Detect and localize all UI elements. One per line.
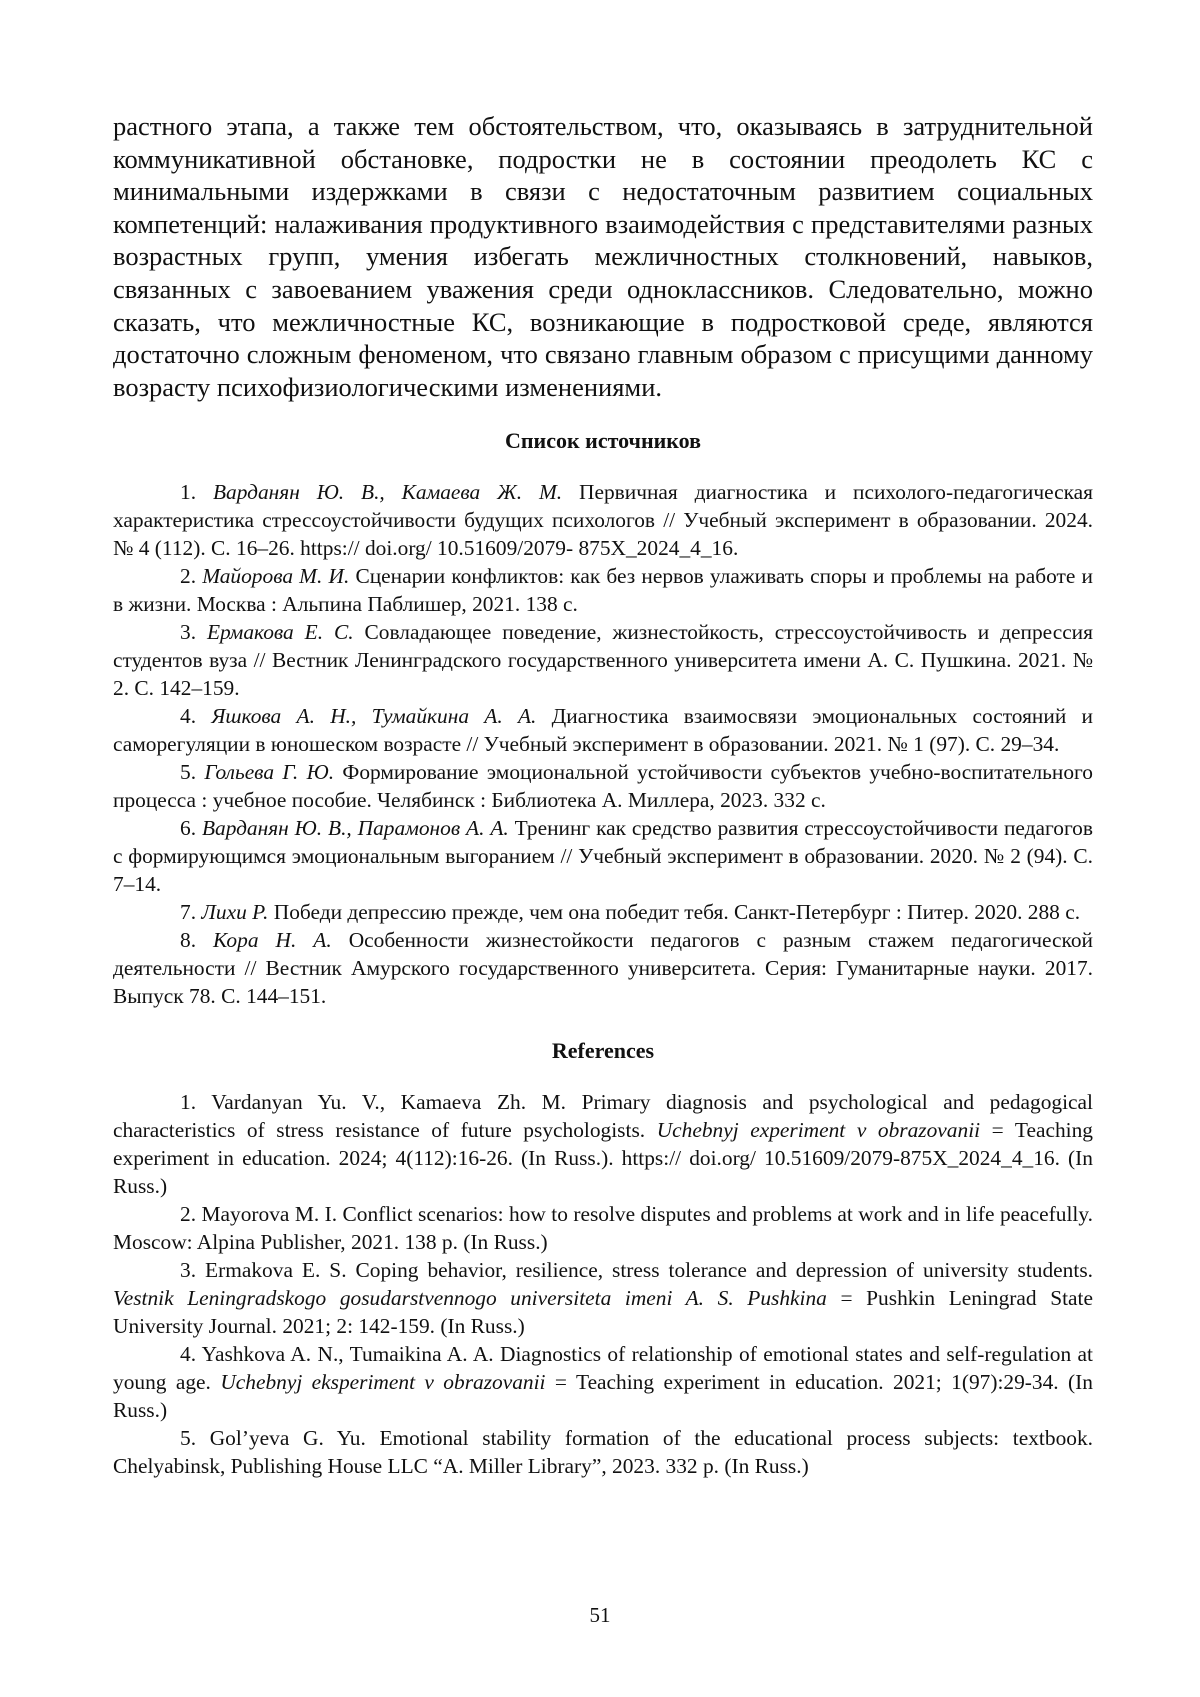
continued-paragraph: растного этапа, а также тем обстоятельством, что, оказываясь в затруднительной коммуникативной обстановке, подростки не в состоянии преодолеть КС с минимальными издержками в связи с недостаточным развитием социальных компетенций: налаживания продуктивного взаимодействия с представителями разных возрастных групп, умения избегать межличностных столкновений, навыков, связанных с завоеванием уважения среди одноклассников. Следовательно, можно сказать, что межличностные КС, возникающие в подростковой среде, являются достаточно сложным феноменом, что связано главным образом с присущими данному возрасту психофизиологическими изменениями. [113, 111, 1093, 402]
page-number: 51 [589, 1603, 611, 1627]
source-item: 8. Кора Н. А. Особенности жизнестойкости педагогов с разным стажем педагогической деятельности // Вестник Амурского государственного университета. Серия: Гуманитарные науки. 2017. Выпуск 78. С. 144–151. [113, 928, 1094, 1009]
reference-item: 4. Yashkova A. N., Tumaikina A. A. Diagnostics of relationship of emotional states and self-regulation at young age. Uchebnyj eksperiment v obrazovanii = Teaching experiment in education. 2021; 1(97):29-34. (In Russ.) [113, 1342, 1093, 1423]
reference-item: 3. Ermakova E. S. Coping behavior, resilience, stress tolerance and depression of university students. Vestnik Leningradskogo gosudarstvennogo universiteta imeni A. S. Pushkina = Pushkin Leningrad State University Journal. 2021; 2: 142-159. (In Russ.) [113, 1258, 1093, 1339]
reference-item: 5. Gol’yeva G. Yu. Emotional stability formation of the educational process subjects: textbook. Chelyabinsk, Publishing House LLC “A. Miller Library”, 2023. 332 p. (In Russ.) [113, 1426, 1094, 1479]
source-item: 7. Лихи Р. Победи депрессию прежде, чем она победит тебя. Санкт-Петербург : Питер. 2020. 288 с. [180, 900, 1081, 925]
references-heading: References [551, 1038, 655, 1064]
source-item: 1. Варданян Ю. В., Камаева Ж. М. Первичная диагностика и психолого-педагогическая характеристика стрессоустойчивости будущих психологов // Учебный эксперимент в образовании. 2024. № 4 (112). С. 16–26. https:// doi.org/ 10.51609/2079- 875X_2024_4_16. [113, 480, 1094, 561]
source-item: 3. Ермакова Е. С. Совладающее поведение, жизнестойкость, стрессоустойчивость и депрессия студентов вуза // Вестник Ленинградского государственного университета имени А. С. Пушкина. 2021. № 2. С. 142–159. [113, 620, 1093, 701]
sources-list [113, 478, 1093, 1010]
references-list [113, 1088, 1093, 1480]
page-content [113, 110, 1093, 1480]
reference-item: 2. Mayorova M. I. Conflict scenarios: how to resolve disputes and problems at work and in life peacefully. Moscow: Alpina Publisher, 2021. 138 p. (In Russ.) [113, 1202, 1093, 1255]
source-item: 5. Гольева Г. Ю. Формирование эмоциональной устойчивости субъектов учебно-воспитательного процесса : учебное пособие. Челябинск : Библиотека А. Миллера, 2023. 332 с. [113, 760, 1093, 813]
sources-heading: Список источников [504, 428, 702, 454]
source-item: 6. Варданян Ю. В., Парамонов А. А. Тренинг как средство развития стрессоустойчивости педагогов с формирующимся эмоциональным выгоранием // Учебный эксперимент в образовании. 2020. № 2 (94). С. 7–14. [113, 816, 1093, 897]
source-item: 2. Майорова М. И. Сценарии конфликтов: как без нервов улаживать споры и проблемы на работе и в жизни. Москва : Альпина Паблишер, 2021. 138 с. [113, 564, 1093, 617]
reference-item: 1. Vardanyan Yu. V., Kamaeva Zh. M. Primary diagnosis and psychological and pedagogical characteristics of stress resistance of future psychologists. Uchebnyj experiment v obrazovanii = Teaching experiment in education. 2024; 4(112):16-26. (In Russ.). https:// doi.org/ 10.51609/2079-875X_2024_4_16. (In Russ.) [113, 1090, 1093, 1199]
source-item: 4. Яшкова А. Н., Тумайкина А. А. Диагностика взаимосвязи эмоциональных состояний и саморегуляции в юношеском возрасте // Учебный эксперимент в образовании. 2021. № 1 (97). С. 29–34. [113, 704, 1093, 757]
